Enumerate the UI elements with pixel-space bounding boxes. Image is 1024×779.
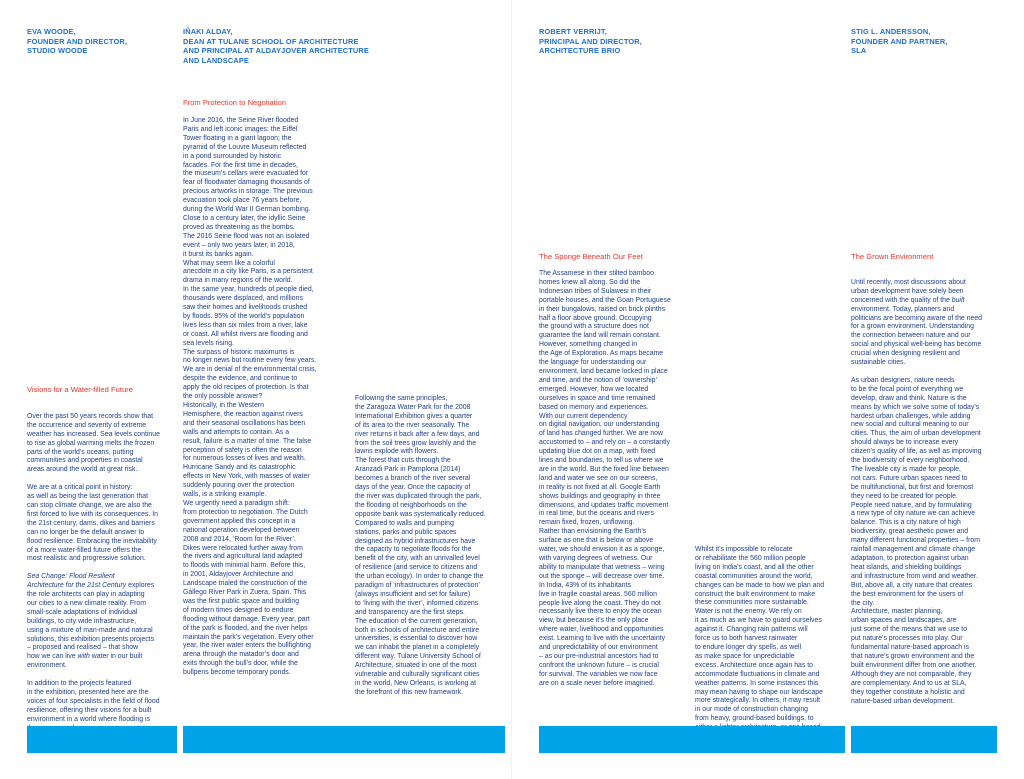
andersson-column [851, 270, 1003, 706]
heading-protection: From Protection to Negotiation [183, 98, 286, 107]
footer-bar-verrijt [539, 726, 845, 753]
andersson-paragraph-1-end: environment. Today, planners and politicians are becoming aware of the need for a grown environment. Understanding the connection between nature and our social and physical well-being has become crucial when designing resilient and sustainable cities. [851, 305, 983, 367]
emphasis-with: with [77, 653, 90, 661]
spread-divider [511, 0, 512, 779]
verrijt-column-2: Whilst it’s impossible to relocate or rehabilitate the 560 million people living on India’s coast, and all the other coastal communities around the world, changes can be made to how we plan and construct the built environment to make these communities more sustainable. Water is not the enemy. We rely on it as much as we have to guard ourselves against it. Changing rain patterns will force us to both harvest rainwater to endure longer dry spells, as well as make space for unpredictable excess. Architecture once again has to accommodate fluctuations in climate and weather patterns. In some instances this may mean having to shape our landscape more strategically. In others, it may result in our mode of construction changing from heavy, ground-based buildings, to [695, 546, 825, 723]
heading-visions: Visions for a Water-filled Future [27, 385, 133, 394]
heading-sponge: The Sponge Beneath Our Feet [539, 252, 643, 261]
footer-bar-andersson [851, 726, 997, 753]
author-alday: IÑAKI ALDAY, DEAN AT TULANE SCHOOL OF ARCHITECTURE AND PRINCIPAL AT ALDAYJOVER ARCHITECTURE AND LANDSCAPE [183, 27, 369, 65]
author-woode: EVA WOODE, FOUNDER AND DIRECTOR, STUDIO WOODE [27, 27, 128, 56]
woode-paragraph-1: Over the past 50 years records show that the occurrence and severity of extreme weather has increased. Sea levels continue to rise as global warming melts the frozen parts of the world’s oceans, putting communities and properties in coastal areas around the world at great risk. [27, 412, 160, 474]
alday-column-1: In June 2016, the Seine River flooded Paris and left iconic images: the Eiffel Tower floating in a giant lagoon; the pyramid of the Louvre Museum reflected in a pond surrounded by historic facades. For the first time in decades, the museum’s cellars were evacuated for fear of floodwater damaging thousands of precious artworks in storage. The previous evacuation took place 76 years before, during the World War II German bombing. Close to a century later, the idyllic Seine proved as threatening as the bombs. The 2016 Seine flood was not an isolated event – only two years later, in 2018, it burst its banks again. What may seem like a colorful anecdote in a city like Paris, is a persistent drama in many regions of the world. In the same year, hundreds of people died, thousands were displaced, and millions saw their homes and livelihoods crushed by floods. 95% of the world’s population lives less than six miles from a river, lake or coast. All whilst rivers are flooding and sea levels rising. The surpass of historic maximums is no longer news but routine every few years. We are in denial of the environmental crisis, despite the evidence, and continue to apply the old recipes of protection. Is that the only possible answer? Historically, in the Western Hemisphere, the reaction against rivers and their seasonal oscillations has been walls and attempts to contain. As a result, failure is a matter of time. The false perception of safety is often the reason for numerous losses of lives and wealth. Hurricane Sandy and its catastrophic effects in New York, with masses of water suddenly pouring over the protection walls, is a striking example. We urgently need a paradigm shift: from protection to negotiation. The Dutch government applied this concept in a national operation developed between 2008 and 2014, ‘Room for the River’. Dikes were relocated further away from the rivers and agricultural land adapted to floods with minimal harm. Before this, in 2001, Aldayjover Architecture and Landscape trialed the construction of the Gállego River Park in Zuera, Spain. This was the first public space and building of modern times designed to endure flooding without damage. Every year, part of the park is flooded, and the river helps maintain the park’s vegetation. Every other year, the river water enters the bullfighting arena through the matador’s door and exits through the bull’s door, while the bullpens become temporary ponds. [183, 117, 317, 677]
exhibition-title: Sea Change: Flood Resilient Architecture for the 21st Century [27, 573, 127, 590]
heading-grown: The Grown Environment [851, 252, 934, 261]
woode-column [27, 404, 177, 734]
woode-paragraph-4: In addition to the projects featured in the exhibition, presented here are the voices of four specialists in the field of flood resilience, offering their visions for a built environment in a world where flooding is [27, 680, 160, 723]
woode-paragraph-3: explores the role architects can play in adapting our cities to a new climate reality. From small-scale adaptations of individual buildings, to city wide infrastructure, using a mixture of man-made and natural solutions, this exhibition presents projects – proposed and realised – that show how we can live [27, 582, 155, 661]
andersson-paragraphs: As urban designers, nature needs to be the focal point of everything we develop, draw and think. Nature is the means by which we solve some of today’s hardest urban challenges, while adding new social and cultural meaning to our cities. Thus, the aim of urban development should always be to increase every citizen’s quality of life, as well as improving the biodiversity of every neighborhood. The liveable city is made for people, not cars. Future urban spaces need to be multifunctional, but first and foremost they need to be created for people. People need nature, and by formulating a new type of city nature we can achieve balance. This is a city nature of high biodiversity, great aesthetic power and many different functional properties – from rainfall management and climate change adaptation, to protection against urban heat islands, and shielding buildings and infrastructure from wind and weather. But, above all, a city nature that creates the best environment for the users of the city. Architecture, master planning, urban spaces and landscapes, are just some of the means that we use to put nature’s processes into play. Our fundamental nature-based approach is that nature’s grown environment and the built environment differ from one another. Although they are not comparable, they are complementary. And to us at SLA, they together constitute a holistic and nature-based urban development. [851, 376, 982, 705]
footer-bar-alday [183, 726, 505, 753]
footer-bar-woode [27, 726, 177, 753]
woode-paragraph-2: We are at a critical point in history: as well as being the last generation that can stop climate change, we are also the first forced to live with its consequences. In the 21st century, dams, dikes and barriers can no longer be the default answer to flood resilience. Embracing the inevitability of a more water-filled future offers the most realistic and progressive solution. [27, 484, 158, 563]
verrijt-column-1: The Assamese in their stilted bamboo homes knew all along. So did the Indonesian tribes of Sulawesi in their portable houses, and the Goan Portuguese in their bungalows, raised on brick plinths half a floor above ground. Occupying the ground with a structure does not guarantee the land will remain constant. However, something changed in the Age of Exploration. As maps became the language for understanding our environment, land became locked in place and time, and the notion of ‘ownership’ emerged. However, how we located ourselves in space and time remained based on memory and experiences. With our current dependency on digital navigation, our understanding of land has changed further. We are now accustomed to – and rely on – a constantly updating blue dot on a map, with fixed lines and boundaries, to tell us where we are in the world. But the fixed line between land and water we see on our screens, in reality is not fixed at all. Google Earth shows buildings and geography in three dimensions, and updates traffic movement in real time, but the oceans and rivers remain fixed, frozen, unflowing. Rather than envisioning the Earth’s surface as one that is below or above water, we should envision it as a sponge, with varying degrees of wetness. Our ability to manipulate that wetness – wring out the sponge – will decrease over time. In India, 43% of its inhabitants live in fragile coastal areas. 560 million people live along the coast. They do not necessarily live there to enjoy the ocean view, but because it’s the only place where water, livelihood and opportunities exist. Learning to live with the uncertainty and unpredictability of our environment – as our pre-industrial ancestors had to confront the unknown future – is crucial for survival. The variables we now face are on a scale never before imagined. [539, 270, 671, 687]
author-verrijt: ROBERT VERRIJT, PRINCIPAL AND DIRECTOR, ARCHITECTURE BRIO [539, 27, 642, 56]
andersson-paragraph-1: Until recently, most discussions about urban development have solely been concerned with the quality of the [851, 278, 966, 304]
alday-column-2: Following the same principles, the Zaragoza Water Park for the 2008 International Exhibition gives a quarter of its area to the river seasonally. The river returns it back after a few days, and from the soil trees grow lavishly and the lawns explode with flowers. The forest that cuts through the Aranzadi Park in Pamplona (2014) becomes a branch of the river several days of the year. Once the capacity of the river was duplicated through the park, the flooding of neighborhoods on the opposite bank was systematically reduced. Compared to walls and pumping stations, parks and public spaces designed as hybrid infrastructures have the capacity to negotiate floods for the benefit of the city, with an unrivalled level of resilience (and service to citizens and the urban ecology). In order to change the paradigm of ‘infrastructures of protection’ (always insufficient and set for failure) to ‘living with the river’, informed citizens and transparency are the first steps. The education of the current generation, both in schools of architecture and entire universities, is essential to discover how we can inhabit the planet in a completely different way. Tulane University School of Architecture, situated in one of the most vulnerable and culturally significant cities in the world, New Orleans, is working at the forefront of this new framework. [355, 395, 486, 696]
emphasis-built: built [951, 296, 965, 304]
woode-paragraph-3-end: water in our built environment. [27, 653, 143, 670]
author-andersson: STIG L. ANDERSSON, FOUNDER AND PARTNER, SLA [851, 27, 948, 56]
